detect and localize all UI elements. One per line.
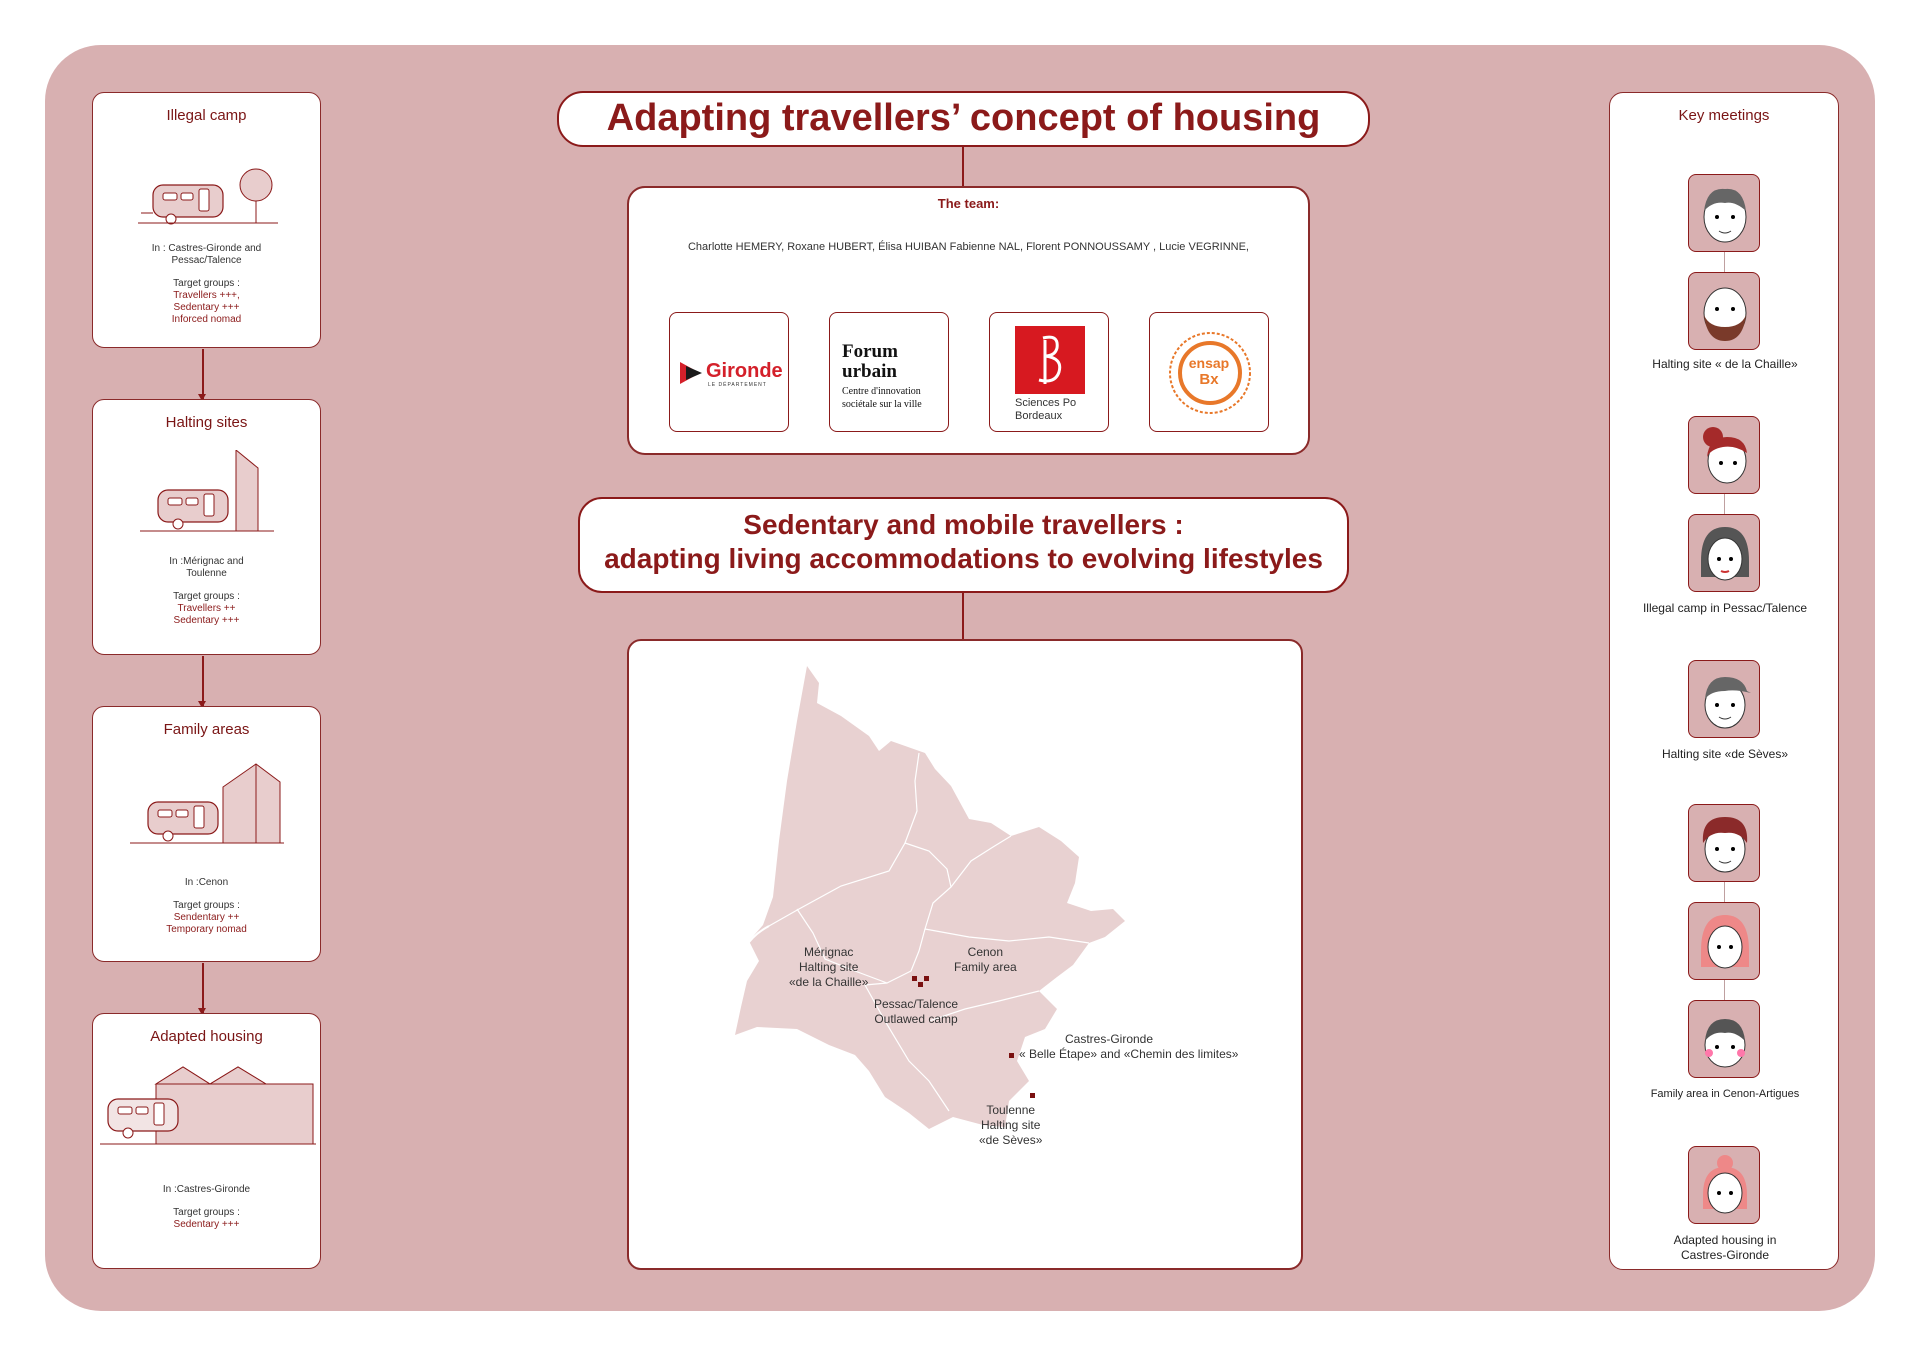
map-label-castres — [1019, 1032, 1238, 1062]
map-label-line: Halting site — [981, 1118, 1041, 1132]
pink-hair-woman-icon — [1695, 909, 1755, 975]
map-label-line: Family area — [954, 960, 1017, 974]
meeting-label-2: Castres-Gironde — [1680, 1248, 1770, 1262]
map-label-line: Mérignac — [804, 945, 854, 959]
forum-line1: Forum — [842, 341, 898, 362]
map-marker-merignac — [912, 976, 917, 981]
team-heading: The team: — [937, 196, 1000, 211]
key-meetings-panel — [1609, 92, 1839, 1270]
avatar-connector — [1724, 882, 1725, 902]
meeting-label: Family area in Cenon-Artigues — [1650, 1088, 1800, 1100]
illegal-camp-card — [92, 92, 321, 348]
subtitle-line2: adapting living accommodations to evolving lifestyles — [604, 543, 1323, 574]
main-title — [557, 91, 1370, 147]
woman-gray-hair-icon — [1695, 521, 1755, 587]
caravan-shelter-icon — [138, 450, 278, 535]
avatar-face — [1688, 804, 1760, 882]
map-label-line: Castres-Gironde — [1065, 1032, 1154, 1046]
meeting-label: Adapted housing in — [1673, 1233, 1777, 1247]
gironde-name: Gironde — [706, 360, 783, 382]
flow-arrow — [202, 349, 204, 399]
forum-line2: urbain — [842, 361, 897, 382]
map-panel — [627, 639, 1303, 1270]
sciences-po-logo — [989, 312, 1109, 432]
forum-urbain-logo — [829, 312, 949, 432]
card-title: Illegal camp — [166, 107, 247, 124]
map-label-line: Pessac/Talence — [874, 997, 959, 1011]
card-title: Adapted housing — [150, 1028, 263, 1045]
target-group-1: Sendentary ++ — [173, 912, 240, 923]
team-panel — [627, 186, 1310, 455]
bearded-man-icon — [1695, 279, 1755, 345]
halting-sites-card — [92, 399, 321, 655]
avatar-face — [1688, 660, 1760, 738]
location-text: In :Castres-Gironde — [162, 1184, 251, 1195]
avatar-face — [1688, 1146, 1760, 1224]
connector-line — [962, 147, 964, 186]
target-groups-label: Target groups : — [173, 591, 240, 602]
avatar-face — [1688, 514, 1760, 592]
map-marker-castres — [1009, 1053, 1014, 1058]
ensap-line1: ensap — [1188, 355, 1230, 371]
target-group-3: Inforced nomad — [171, 314, 242, 325]
target-groups-label: Target groups : — [173, 900, 240, 911]
card-title: Halting sites — [165, 414, 248, 431]
location-text: In : Castres-Gironde and — [151, 243, 262, 254]
gironde-sub: LE DÉPARTEMENT — [708, 382, 767, 388]
meeting-label: Halting site «de Sèves» — [1661, 747, 1789, 761]
map-label-line: «de Sèves» — [979, 1133, 1043, 1147]
key-meetings-title: Key meetings — [1678, 107, 1770, 124]
flow-arrow — [202, 656, 204, 706]
target-groups-label: Target groups : — [173, 278, 240, 289]
avatar-connector — [1724, 252, 1725, 272]
avatar-face — [1688, 272, 1760, 350]
meeting-label: Illegal camp in Pessac/Talence — [1642, 601, 1808, 615]
caravan-tree-icon — [133, 163, 283, 233]
map-marker-cenon — [924, 976, 929, 981]
man-face-icon — [1695, 181, 1755, 247]
sciences-po-line1: Sciences Po — [1015, 397, 1077, 409]
location-text: In :Mérignac and — [169, 556, 244, 567]
family-areas-card — [92, 706, 321, 962]
target-groups-label: Target groups : — [173, 1207, 240, 1218]
avatar-face — [1688, 174, 1760, 252]
subtitle-line1: Sedentary and mobile travellers : — [743, 509, 1184, 540]
map-label-line: Cenon — [967, 945, 1004, 959]
map-label-line: « Belle Étape» and «Chemin des limites» — [1019, 1047, 1239, 1061]
target-group-1: Travellers +++, — [173, 290, 240, 301]
caravan-house-icon — [128, 752, 288, 847]
woman-glasses-icon — [1695, 1007, 1755, 1073]
map-label-toulenne — [979, 1103, 1042, 1148]
main-title-text: Adapting travellers’ concept of housing — [606, 97, 1321, 139]
man-cap-icon — [1695, 667, 1755, 733]
map-label-line: Halting site — [799, 960, 859, 974]
meeting-label: Halting site « de la Chaille» — [1652, 357, 1798, 371]
sciences-po-mark-icon — [1015, 326, 1085, 394]
woman-bun-icon — [1695, 423, 1755, 489]
target-group-2: Sedentary +++ — [173, 302, 240, 313]
map-label-pessac — [874, 997, 958, 1027]
woman-bun-pink-icon — [1695, 1153, 1755, 1219]
map-label-line: «de la Chaille» — [789, 975, 869, 989]
map-label-line: Toulenne — [986, 1103, 1036, 1117]
target-group-1: Sedentary +++ — [173, 1219, 240, 1230]
avatar-connector — [1724, 980, 1725, 1000]
map-marker-toulenne — [1030, 1093, 1035, 1098]
target-group-2: Sedentary +++ — [173, 615, 240, 626]
forum-sub1: Centre d'innovation — [842, 386, 921, 397]
team-members: Charlotte HEMERY, Roxane HUBERT, Élisa HUIBAN Fabienne NAL, Florent PONNOUSSAMY , Lucie VEGRINNE, — [687, 241, 1249, 253]
subtitle-banner — [578, 497, 1349, 593]
map-label-line: Outlawed camp — [874, 1012, 958, 1026]
location-text: In :Cenon — [184, 877, 229, 888]
sciences-po-line2: Bordeaux — [1015, 410, 1063, 422]
ensap-bx-logo — [1149, 312, 1269, 432]
avatar-connector — [1724, 494, 1725, 514]
gironde-mark-icon — [678, 360, 704, 386]
adapted-housing-card — [92, 1013, 321, 1269]
gironde-logo — [669, 312, 789, 432]
avatar-face — [1688, 902, 1760, 980]
location-text-2: Toulenne — [186, 568, 227, 579]
forum-sub2: sociétale sur la ville — [842, 399, 922, 410]
map-label-merignac — [789, 945, 868, 990]
map-label-cenon — [954, 945, 1017, 975]
map-marker-pessac — [918, 982, 923, 987]
caravan-building-icon — [98, 1059, 318, 1149]
flow-arrow — [202, 963, 204, 1013]
curly-hair-man-icon — [1695, 811, 1755, 877]
connector-line — [962, 593, 964, 639]
avatar-face — [1688, 416, 1760, 494]
target-group-2: Temporary nomad — [166, 924, 247, 935]
avatar-face — [1688, 1000, 1760, 1078]
card-title: Family areas — [163, 721, 250, 738]
location-text-2: Pessac/Talence — [171, 255, 242, 266]
ensap-line2: Bx — [1199, 371, 1219, 388]
target-group-1: Travellers ++ — [177, 603, 236, 614]
